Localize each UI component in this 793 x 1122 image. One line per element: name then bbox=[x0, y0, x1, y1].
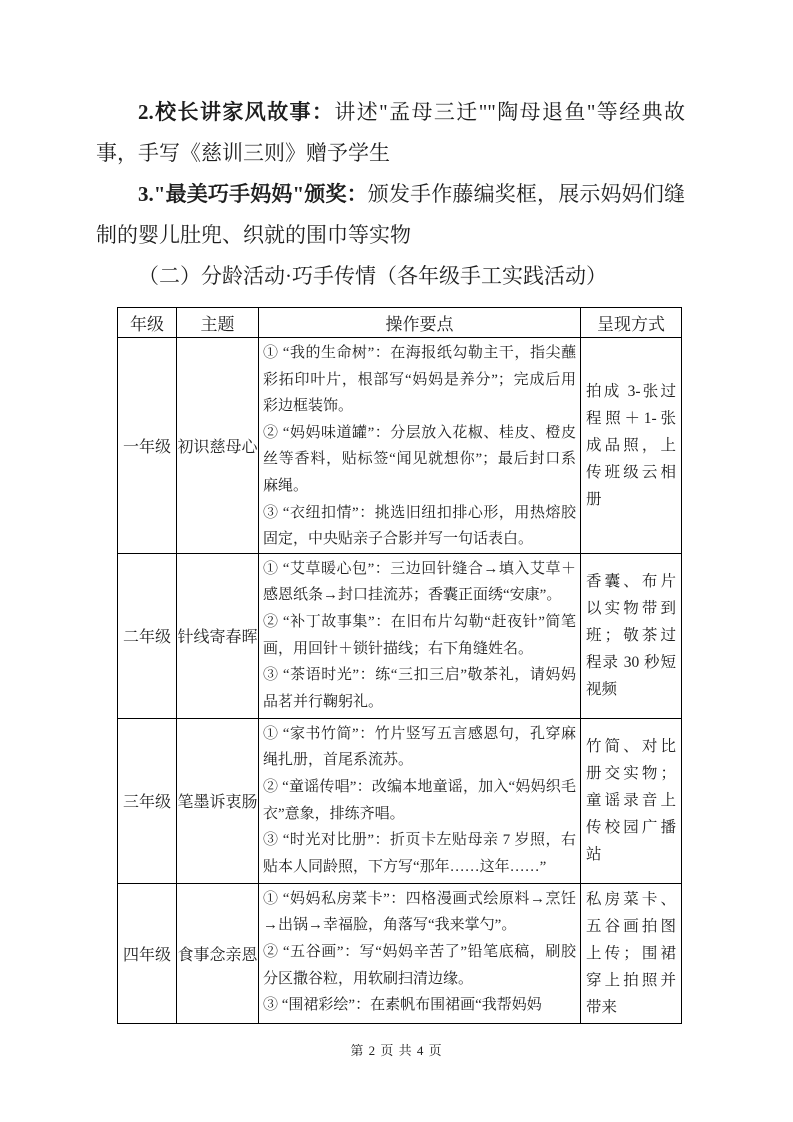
grade3-cell-theme: 笔墨诉衷肠 bbox=[177, 718, 259, 883]
grade4-point-3: ③ “围裙彩绘”：在素帆布围裙画“我帮妈妈 bbox=[263, 997, 542, 1014]
table-row-grade3 bbox=[118, 718, 682, 883]
grade2-point-3: ③ “茶语时光”：练“三扣三启”敬茶礼，请妈妈品茗并行鞠躬礼。 bbox=[263, 667, 576, 710]
column-header-theme: 主题 bbox=[177, 308, 259, 338]
table-row-grade4 bbox=[118, 883, 682, 1023]
grade4-cell-presentation: 私房菜卡、五谷画拍图上传；围裙穿上拍照并带来 bbox=[581, 883, 682, 1023]
grade1-point-1: ① “我的生命树”：在海报纸勾勒主干，指尖蘸彩拓印叶片，根部写“妈妈是养分”；完成后用彩边框装饰。 bbox=[263, 345, 576, 415]
table-row-grade1 bbox=[118, 338, 682, 554]
grade1-cell-theme: 初识慈母心 bbox=[177, 338, 259, 554]
grade2-cell-points bbox=[259, 553, 581, 718]
page-number-footer: 第 2 页 共 4 页 bbox=[350, 1043, 443, 1058]
grade2-point-1: ① “艾草暖心包”：三边回针缝合→填入艾草＋感恩纸条→封口挂流苏；香囊正面绣“安康”。 bbox=[263, 560, 576, 604]
grade4-point-1: ① “妈妈私房菜卡”：四格漫画式绘原料→烹饪→出锅→幸福脸，角落写“我来掌勺”。 bbox=[263, 890, 576, 934]
grade1-cell-points bbox=[259, 338, 581, 554]
grade2-cell-presentation: 香囊、布片以实物带到班；敬茶过程录 30 秒短视频 bbox=[581, 553, 682, 718]
grade4-point-2: ② “五谷画”：写“妈妈辛苦了”铅笔底稿，刷胶分区撒谷粒，用软刷扫清边缘。 bbox=[263, 943, 576, 987]
grade-activity-table bbox=[117, 307, 682, 1024]
grade3-point-3: ③ “时光对比册”：折页卡左贴母亲 7 岁照，右贴本人同龄照，下方写“那年……这年……” bbox=[263, 832, 576, 875]
section-heading: （二）分龄活动·巧手传情（各年级手工实践活动） bbox=[138, 264, 607, 288]
grade1-point-2: ② “妈妈味道罐”：分层放入花椒、桂皮、橙皮丝等香料，贴标签“闻见就想你”；最后封口系麻绳。 bbox=[263, 424, 576, 494]
paragraph-principal-story-body: 讲述"孟母三迁""陶母退鱼"等经典故事，手写《慈训三则》赠予学生 bbox=[96, 100, 686, 165]
grade4-cell-theme: 食事念亲恩 bbox=[177, 883, 259, 1023]
table-row-grade2 bbox=[118, 553, 682, 718]
grade1-cell-grade: 一年级 bbox=[118, 338, 177, 554]
paragraph-award-body: 颁发手作藤编奖框，展示妈妈们缝制的婴儿肚兜、织就的围巾等实物 bbox=[96, 182, 685, 247]
grade3-cell-points bbox=[259, 718, 581, 883]
paragraph-award-lead: 3."最美巧手妈妈"颁奖： bbox=[138, 182, 368, 206]
paragraph-principal-story bbox=[96, 92, 685, 174]
paragraph-award bbox=[96, 174, 685, 256]
grade2-cell-theme: 针线寄春晖 bbox=[177, 553, 259, 718]
grade2-cell-grade: 二年级 bbox=[118, 553, 177, 718]
grade3-cell-grade: 三年级 bbox=[118, 718, 177, 883]
column-header-presentation: 呈现方式 bbox=[581, 308, 682, 338]
grade4-cell-points bbox=[259, 883, 581, 1023]
grade3-point-1: ① “家书竹简”：竹片竖写五言感恩句，孔穿麻绳扎册，首尾系流苏。 bbox=[263, 725, 576, 769]
grade4-cell-grade: 四年级 bbox=[118, 883, 177, 1023]
grade3-point-2: ② “童谣传唱”：改编本地童谣，加入“妈妈织毛衣”意象，排练齐唱。 bbox=[263, 778, 576, 822]
column-header-operation-points: 操作要点 bbox=[259, 308, 581, 338]
paragraph-principal-story-lead: 2.校长讲家风故事： bbox=[138, 100, 335, 124]
grade1-point-3: ③ “衣纽扣情”：挑选旧纽扣排心形，用热熔胶固定，中央贴亲子合影并写一句话表白。 bbox=[263, 504, 576, 548]
grade2-point-2: ② “补丁故事集”：在旧布片勾勒“赶夜针”简笔画，用回针＋锁针描线；右下角缝姓名。 bbox=[263, 613, 576, 657]
table-header-row bbox=[118, 308, 682, 338]
grade3-cell-presentation: 竹简、对比册交实物；童谣录音上传校园广播站 bbox=[581, 718, 682, 883]
grade1-cell-presentation: 拍成 3-张过程照＋1-张成品照，上传班级云相册 bbox=[581, 338, 682, 554]
document-content bbox=[96, 92, 685, 1024]
column-header-grade: 年级 bbox=[118, 308, 177, 338]
